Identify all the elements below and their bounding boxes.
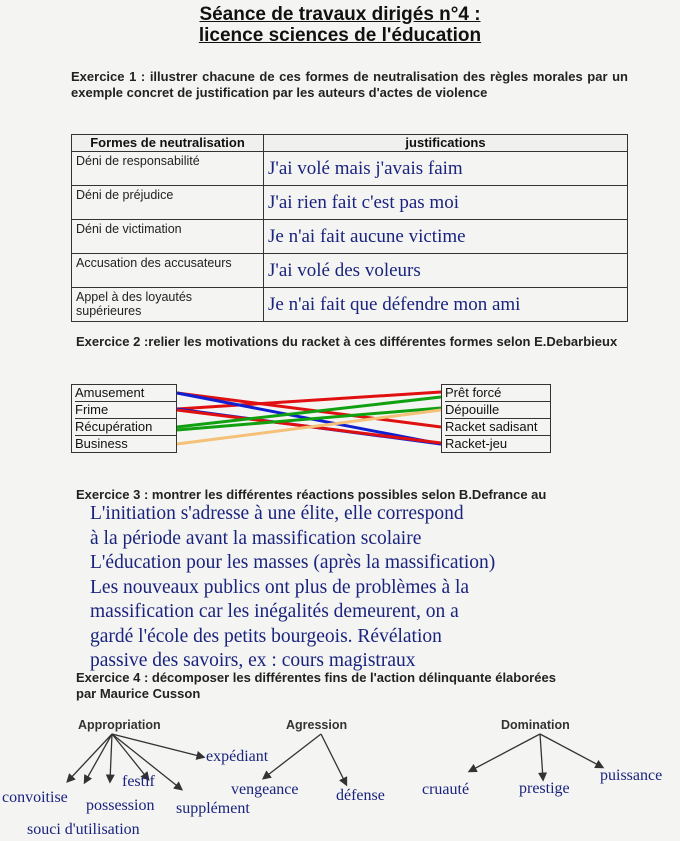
answer-line: gardé l'école des petits bourgeois. Révélation xyxy=(90,625,442,647)
answer-line: L'éducation pour les masses (après la massification) xyxy=(90,552,496,573)
answer-line: passive des savoirs, ex : cours magistraux xyxy=(90,650,416,671)
exercise1-heading: Exercice 1 : illustrer chacune de ces formes de neutralisation des règles morales par un exemple concret de justification par les auteurs d'actes de violence xyxy=(71,69,628,100)
answer-line: L'initiation s'adresse à une élite, elle correspond xyxy=(90,503,464,524)
category-appropriation: Appropriation xyxy=(78,718,161,732)
leaf-souci-utilisation: souci d'utilisation xyxy=(27,821,140,838)
justification-cell: J'ai volé des voleurs xyxy=(264,254,628,288)
leaf-supplement: supplément xyxy=(176,800,250,817)
leaf-festif: festif xyxy=(122,773,155,790)
racket-form-item: Racket sadisant xyxy=(445,419,550,436)
leaf-possession: possession xyxy=(86,797,155,814)
arrow xyxy=(540,734,543,779)
arrow xyxy=(110,734,112,781)
exercise3-heading: Exercice 3 : montrer les différentes réactions possibles selon B.Defrance au xyxy=(76,487,547,502)
form-cell: Déni de victimation xyxy=(72,220,264,254)
answer-line: Les nouveaux publics ont plus de problèmes à la xyxy=(90,576,470,598)
leaf-defense: défense xyxy=(336,787,385,804)
justification-cell: Je n'ai fait aucune victime xyxy=(264,220,628,254)
leaf-expediant: expédiant xyxy=(206,748,269,765)
answer-line: à la période avant la massification scolaire xyxy=(90,527,422,549)
arrow xyxy=(540,734,602,767)
exercise2-heading: Exercice 2 :relier les motivations du racket à ces différentes formes selon E.Debarbieux xyxy=(76,334,618,349)
page-title-line1: Séance de travaux dirigés n°4 : xyxy=(199,4,481,25)
form-cell: Accusation des accusateurs xyxy=(72,254,264,288)
category-domination: Domination xyxy=(501,718,570,732)
category-agression: Agression xyxy=(286,718,348,732)
col-header-forms: Formes de neutralisation xyxy=(72,135,264,152)
arrow xyxy=(470,734,540,771)
answer-line: massification car les inégalités demeurent, on a xyxy=(90,601,459,622)
col-header-justifications: justifications xyxy=(264,135,628,152)
leaf-prestige: prestige xyxy=(519,780,570,797)
arrow xyxy=(321,734,346,784)
exercise4-heading-line2: par Maurice Cusson xyxy=(76,686,201,701)
arrow xyxy=(264,734,321,778)
form-cell: Appel à des loyautés supérieures xyxy=(72,288,264,322)
justification-cell: J'ai volé mais j'avais faim xyxy=(264,152,628,186)
form-cell: Déni de préjudice xyxy=(72,186,264,220)
racket-form-item: Racket-jeu xyxy=(445,436,508,451)
form-cell: Déni de responsabilité xyxy=(72,152,264,186)
racket-form-item: Prêt forcé xyxy=(445,385,550,402)
leaf-cruaute: cruauté xyxy=(422,781,470,798)
motivation-item: Récupération xyxy=(75,419,176,436)
leaf-puissance: puissance xyxy=(600,767,663,784)
justification-cell: Je n'ai fait que défendre mon ami xyxy=(264,288,628,322)
motivation-item: Amusement xyxy=(75,385,176,402)
leaf-convoitise: convoitise xyxy=(2,789,68,806)
justification-cell: J'ai rien fait c'est pas moi xyxy=(264,186,628,220)
motivation-item: Frime xyxy=(75,402,176,419)
racket-form-item: Dépouille xyxy=(445,402,550,419)
motivation-item: Business xyxy=(75,436,128,451)
page-title-line2: licence sciences de l'éducation xyxy=(198,25,482,46)
exercise4-heading-line1: Exercice 4 : décomposer les différentes fins de l'action délinquante élaborées xyxy=(76,670,556,685)
leaf-vengeance: vengeance xyxy=(231,781,299,798)
